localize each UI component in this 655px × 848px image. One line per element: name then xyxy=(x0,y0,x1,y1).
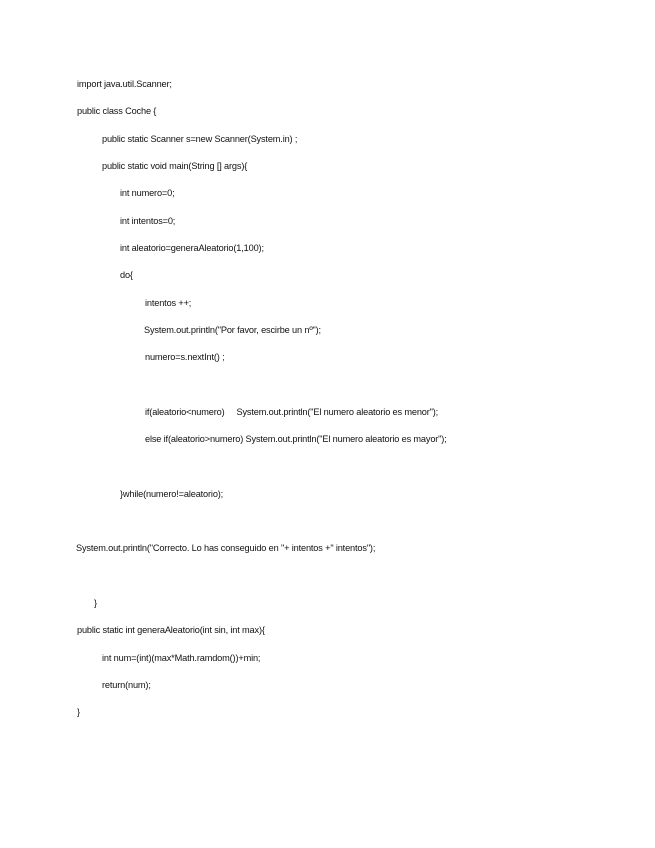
code-line-do-open: do{ xyxy=(120,270,133,280)
code-line-aleatorio-init: int aleatorio=generaAleatorio(1,100); xyxy=(120,243,264,253)
code-line-success-print: System.out.println("Correcto. Lo has conseguido en "+ intentos +" intentos"); xyxy=(76,543,376,553)
code-line-class-declaration: public class Coche { xyxy=(77,106,157,116)
code-line-read-input: numero=s.nextInt() ; xyxy=(145,352,225,362)
code-line-if-menor: if(aleatorio<numero) System.out.println("El numero aleatorio es menor"); xyxy=(145,407,439,417)
code-line-num-calc: int num=(int)(max*Math.ramdom())+min; xyxy=(102,653,261,663)
code-line-intentos-init: int intentos=0; xyxy=(120,216,176,226)
code-line-scanner-field: public static Scanner s=new Scanner(System.in) ; xyxy=(102,134,298,144)
code-line-main-method: public static void main(String [] args){ xyxy=(102,161,248,171)
code-line-main-close: } xyxy=(94,598,97,608)
code-line-prompt-print: System.out.println("Por favor, escirbe un nº"); xyxy=(144,325,321,335)
code-line-import: import java.util.Scanner; xyxy=(77,79,172,89)
code-line-return: return(num); xyxy=(102,680,151,690)
code-line-intentos-increment: intentos ++; xyxy=(145,298,192,308)
code-line-while-close: }while(numero!=aleatorio); xyxy=(120,489,224,499)
code-line-numero-init: int numero=0; xyxy=(120,188,175,198)
code-line-else-if-mayor: else if(aleatorio>numero) System.out.println("El numero aleatorio es mayor"); xyxy=(145,434,447,444)
code-line-genera-method: public static int generaAleatorio(int sin, int max){ xyxy=(77,625,265,635)
code-line-class-close: } xyxy=(77,707,80,717)
